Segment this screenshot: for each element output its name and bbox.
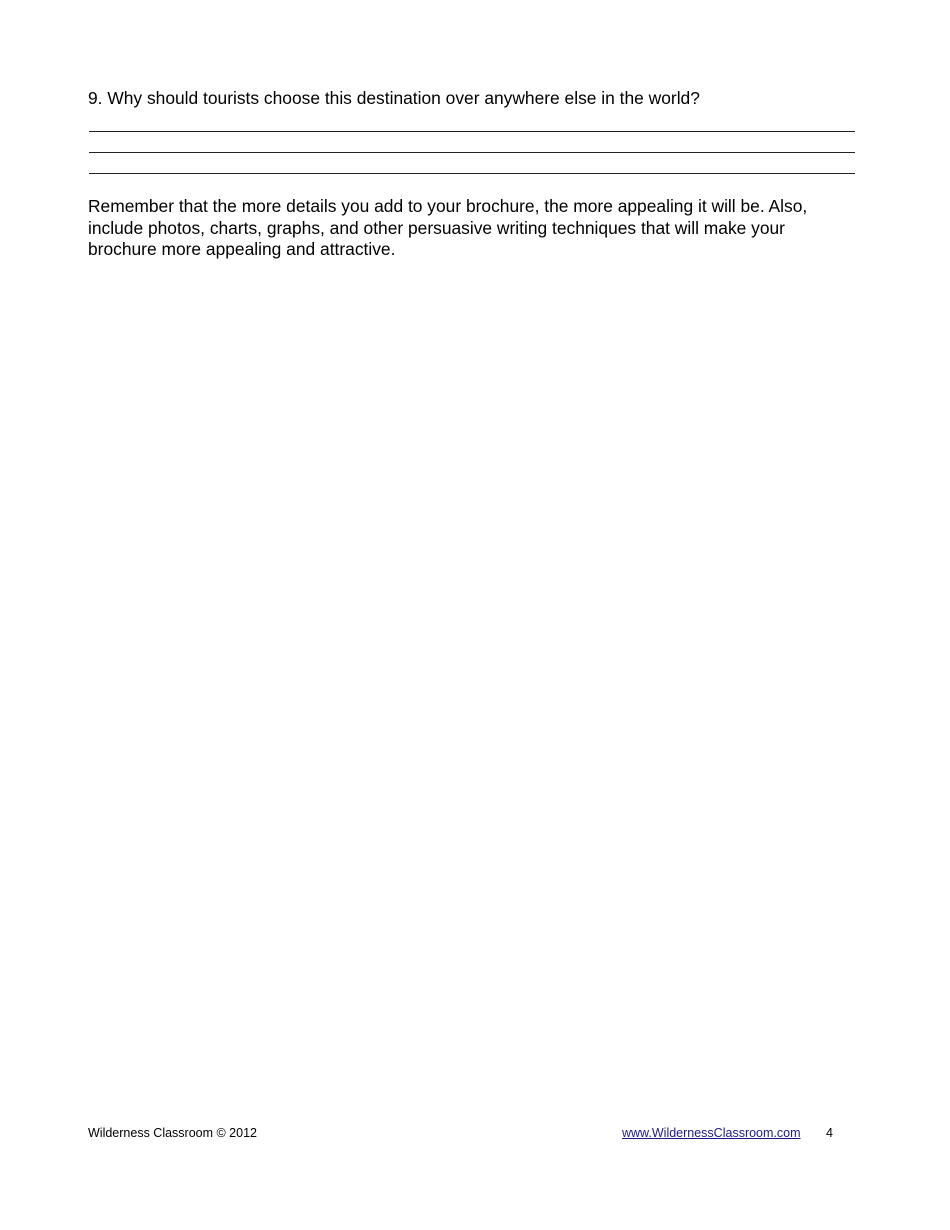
reminder-line: include photos, charts, graphs, and other persuasive writing techniques that will make your — [88, 217, 785, 238]
answer-line — [89, 152, 855, 153]
answer-line — [89, 173, 855, 174]
reminder-line: Remember that the more details you add to your brochure, the more appealing it will be. Also, — [88, 196, 808, 216]
answer-line — [89, 131, 855, 132]
footer-copyright: Wilderness Classroom © 2012 — [88, 1126, 257, 1140]
question-9: 9. Why should tourists choose this destination over anywhere else in the world? — [88, 88, 700, 108]
page-number: 4 — [826, 1126, 833, 1140]
reminder-paragraph — [88, 196, 878, 261]
footer-website-link[interactable]: www.WildernessClassroom.com — [622, 1126, 801, 1140]
reminder-line: brochure more appealing and attractive. — [88, 239, 396, 259]
